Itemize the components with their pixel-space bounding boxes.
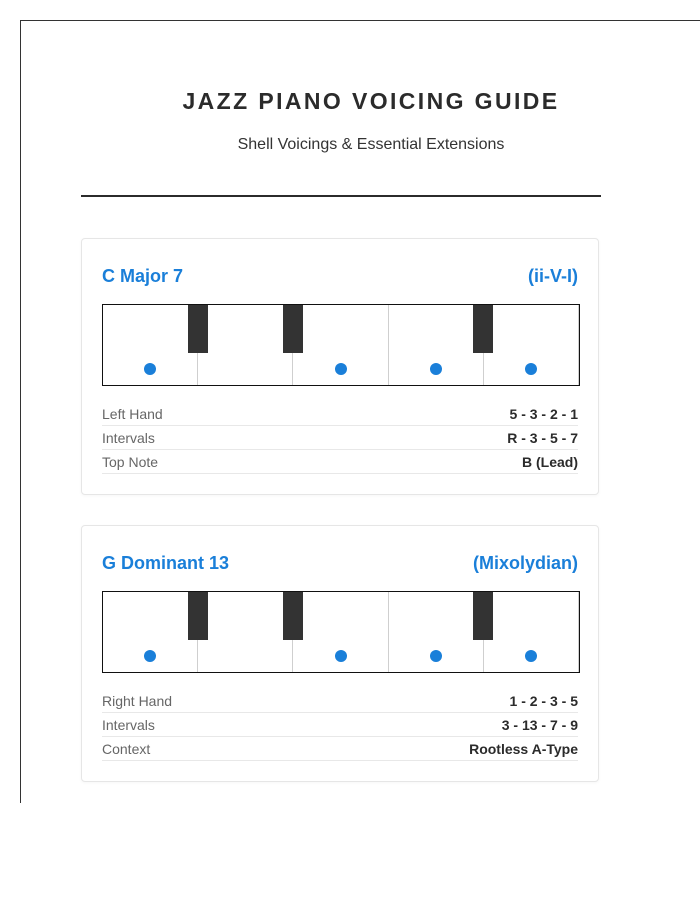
detail-value: Rootless A-Type bbox=[469, 740, 578, 757]
detail-row bbox=[102, 689, 578, 713]
chord-name: C Major 7 bbox=[102, 265, 184, 286]
black-key[interactable] bbox=[188, 592, 208, 640]
piano-keyboard bbox=[102, 304, 580, 386]
header-divider bbox=[81, 195, 601, 197]
page bbox=[20, 20, 700, 803]
white-key[interactable] bbox=[198, 305, 293, 385]
black-key[interactable] bbox=[283, 305, 303, 353]
voicing-details bbox=[102, 402, 578, 474]
note-dot-icon bbox=[430, 650, 442, 662]
white-key[interactable] bbox=[103, 305, 198, 385]
note-dot-icon bbox=[525, 363, 537, 375]
note-dot-icon bbox=[335, 650, 347, 662]
white-key[interactable] bbox=[293, 305, 388, 385]
voicing-card-cmaj7 bbox=[81, 238, 599, 495]
detail-value: B (Lead) bbox=[522, 453, 578, 470]
white-key[interactable] bbox=[484, 305, 579, 385]
black-key[interactable] bbox=[473, 305, 493, 353]
voicing-card-g13 bbox=[81, 525, 599, 782]
detail-row bbox=[102, 737, 578, 761]
chord-context: (ii-V-I) bbox=[528, 265, 578, 286]
detail-row bbox=[102, 450, 578, 474]
header bbox=[81, 21, 661, 197]
note-dot-icon bbox=[144, 650, 156, 662]
card-header bbox=[102, 262, 578, 290]
black-key[interactable] bbox=[473, 592, 493, 640]
detail-value: R - 3 - 5 - 7 bbox=[507, 429, 578, 446]
detail-label: Right Hand bbox=[102, 692, 173, 709]
detail-value: 1 - 2 - 3 - 5 bbox=[509, 692, 578, 709]
black-key[interactable] bbox=[188, 305, 208, 353]
card-header bbox=[102, 549, 578, 577]
note-dot-icon bbox=[525, 650, 537, 662]
white-key[interactable] bbox=[484, 592, 579, 672]
white-key[interactable] bbox=[103, 592, 198, 672]
detail-label: Top Note bbox=[102, 453, 159, 470]
detail-label: Context bbox=[102, 740, 151, 757]
detail-label: Intervals bbox=[102, 429, 155, 446]
black-key[interactable] bbox=[283, 592, 303, 640]
voicing-details bbox=[102, 689, 578, 761]
detail-label: Intervals bbox=[102, 716, 155, 733]
page-title: JAZZ PIANO VOICING GUIDE bbox=[182, 88, 560, 114]
detail-row bbox=[102, 713, 578, 737]
detail-value: 3 - 13 - 7 - 9 bbox=[501, 716, 578, 733]
chord-context: (Mixolydian) bbox=[472, 552, 578, 573]
detail-value: 5 - 3 - 2 - 1 bbox=[509, 405, 578, 422]
white-key[interactable] bbox=[293, 592, 388, 672]
white-key[interactable] bbox=[198, 592, 293, 672]
piano-keyboard bbox=[102, 591, 580, 673]
page-subtitle: Shell Voicings & Essential Extensions bbox=[237, 136, 505, 153]
chord-name: G Dominant 13 bbox=[102, 552, 230, 573]
detail-row bbox=[102, 426, 578, 450]
detail-row bbox=[102, 402, 578, 426]
detail-label: Left Hand bbox=[102, 405, 163, 422]
note-dot-icon bbox=[430, 363, 442, 375]
note-dot-icon bbox=[144, 363, 156, 375]
note-dot-icon bbox=[335, 363, 347, 375]
white-key[interactable] bbox=[389, 592, 484, 672]
white-key[interactable] bbox=[389, 305, 484, 385]
